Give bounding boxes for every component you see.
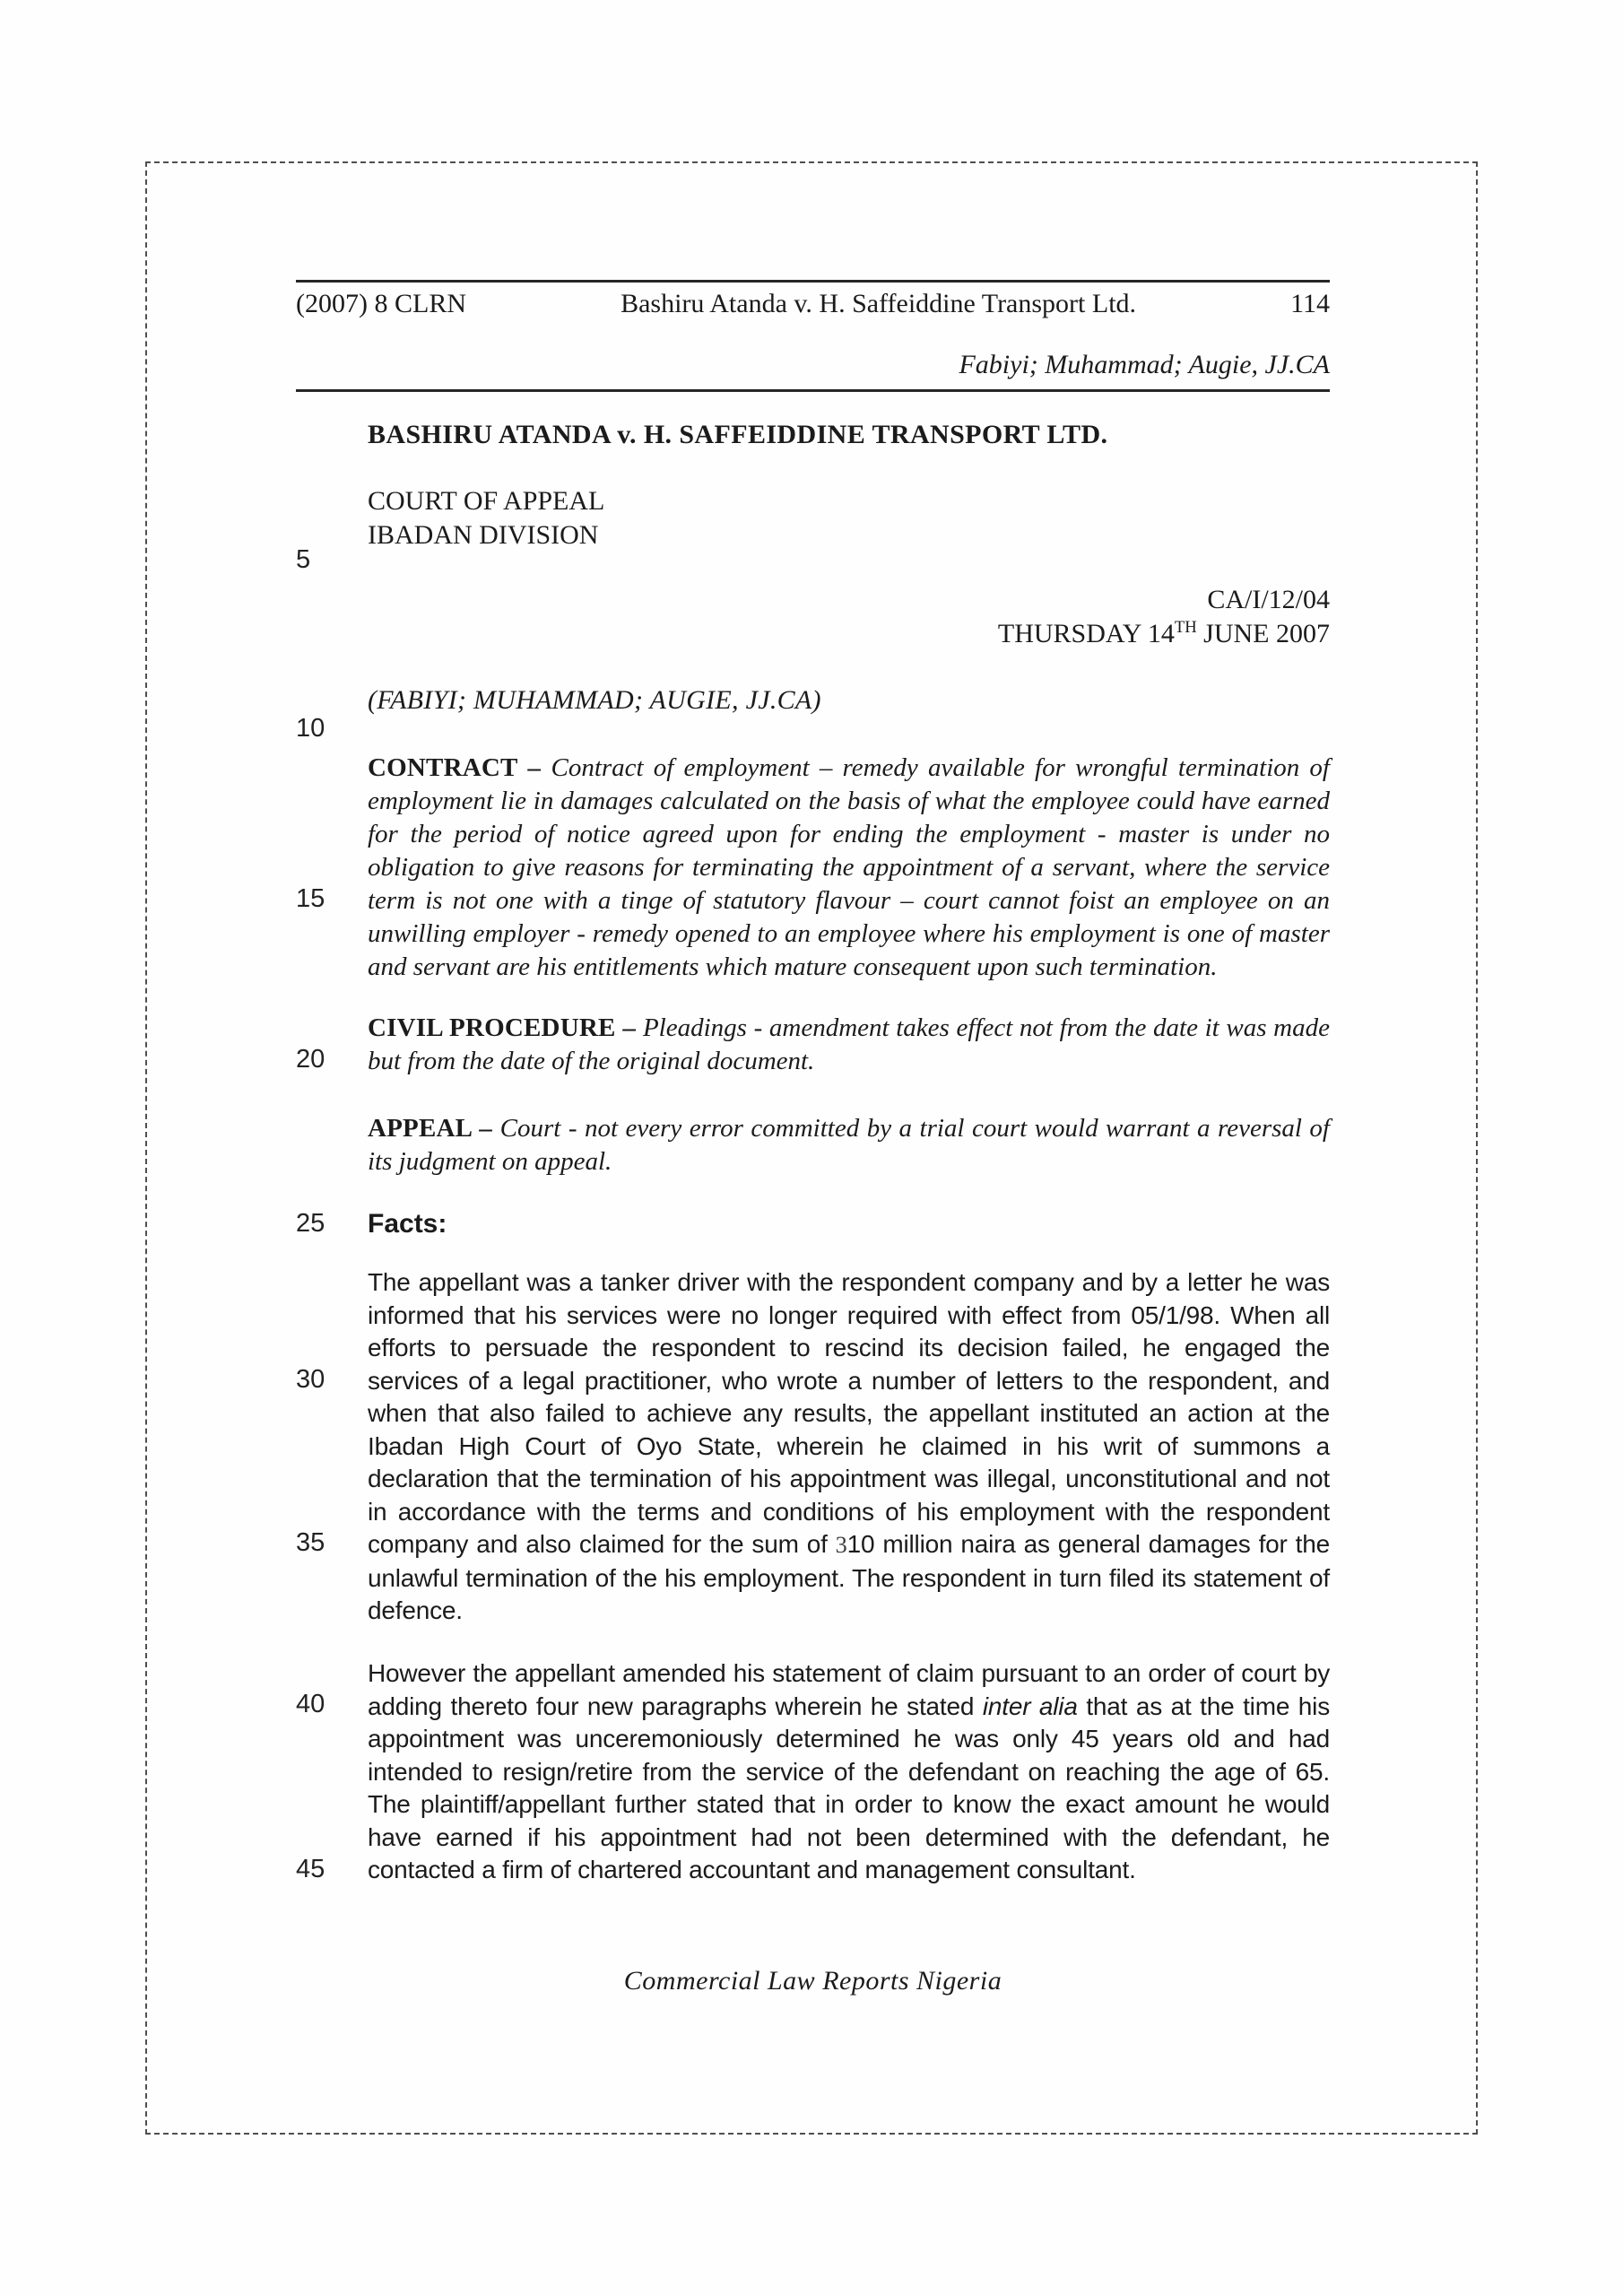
case-meta — [296, 583, 1330, 651]
headnote-text-contract: Contract of employment – remedy available for wrongful termination of employment lie in damages calculated on the basis of what the employee could have earned for the period of notice agreed upon for ending the employment - master is under no obligation to give reasons for terminating the appointment of a servant, where the service term is not one with a tinge of statutory flavour – court cannot foist an employee on an unwilling employer - remedy opened to an employee where his employment is one of master and servant are his entitlements which mature consequent upon such termination. — [368, 753, 1330, 981]
header-rule-bottom — [296, 389, 1330, 392]
header-rule-top — [296, 280, 1330, 283]
page-number: 114 — [1290, 289, 1330, 318]
line-number-45: 45 — [296, 1855, 325, 1883]
headnote-appeal — [368, 1112, 1330, 1178]
division-name: IBADAN DIVISION — [368, 520, 599, 550]
line-number-35: 35 — [296, 1528, 325, 1557]
facts-paragraph-1: The appellant was a tanker driver with the respondent company and by a letter he was informed that his services were no longer required with effect from 05/1/98. When all efforts to persuade the respondent to rescind its decision failed, he engaged the services of a legal practitioner, who wrote a number of letters to the respondent, and when that also failed to achieve any results, the appellant instituted an action at the Ibadan High Court of Oyo State, wherein he claimed in his writ of summons a declaration that the termination of his appointment was illegal, unconstitutional and not in accordance with the terms and conditions of his employment with the respondent company and also claimed for the sum of 310 million naira as general damages for the unlawful termination of the his employment. The respondent in turn filed its statement of defence. — [368, 1268, 1330, 1624]
line-number-25: 25 — [296, 1209, 325, 1238]
citation: (2007) 8 CLRN — [296, 289, 466, 318]
line-number-30: 30 — [296, 1365, 325, 1394]
facts-heading: Facts: — [368, 1209, 447, 1239]
headnote-term-civil-procedure: CIVIL PROCEDURE – — [368, 1013, 643, 1042]
coram-line: (FABIYI; MUHAMMAD; AUGIE, JJ.CA) — [368, 685, 821, 715]
line-number-40: 40 — [296, 1690, 325, 1718]
line-number-5: 5 — [296, 545, 311, 574]
headnote-text-civil-procedure: Pleadings - amendment takes effect not from the date it was made but from the date of the original document. — [368, 1013, 1330, 1075]
date-ordinal-superscript: TH — [1174, 618, 1197, 637]
judges-line: Fabiyi; Muhammad; Augie, JJ.CA — [959, 350, 1330, 379]
running-case-title: Bashiru Atanda v. H. Saffeiddine Transport Ltd. — [621, 289, 1137, 318]
headnote-term-contract: CONTRACT – — [368, 753, 551, 782]
hearing-date: THURSDAY 14TH JUNE 2007 — [997, 618, 1330, 648]
footer-text: Commercial Law Reports Nigeria — [623, 1966, 1002, 1996]
inter-alia-phrase: inter alia — [982, 1692, 1078, 1720]
headnote-contract — [368, 752, 1330, 984]
court-name: COURT OF APPEAL — [368, 486, 605, 516]
court-block — [368, 484, 604, 552]
line-number-20: 20 — [296, 1045, 325, 1074]
naira-glyph: 3 — [835, 1532, 847, 1558]
running-header — [296, 289, 1330, 319]
line-number-10: 10 — [296, 714, 325, 743]
facts-paragraph-2: However the appellant amended his statement of claim pursuant to an order of court by adding thereto four new paragraphs wherein he stated inter alia that as at the time his appointment was unceremoniously determined he was only 45 years old and had intended to resign/retire from the service of the defendant on reaching the age of 65. The plaintiff/appellant further stated that in order to know the exact amount he would have earned if his appointment had not been determined with the defendant, he contacted a firm of chartered accountant and management consultant. — [368, 1659, 1330, 1883]
line-number-15: 15 — [296, 884, 325, 913]
headnote-text-appeal: Court - not every error committed by a trial court would warrant a reversal of its judgment on appeal. — [368, 1114, 1330, 1176]
case-title-heading: BASHIRU ATANDA v. H. SAFFEIDDINE TRANSPORT LTD. — [368, 420, 1108, 449]
headnote-civil-procedure — [368, 1012, 1330, 1078]
suit-number: CA/I/12/04 — [1207, 585, 1330, 614]
headnote-term-appeal: APPEAL – — [368, 1114, 500, 1143]
